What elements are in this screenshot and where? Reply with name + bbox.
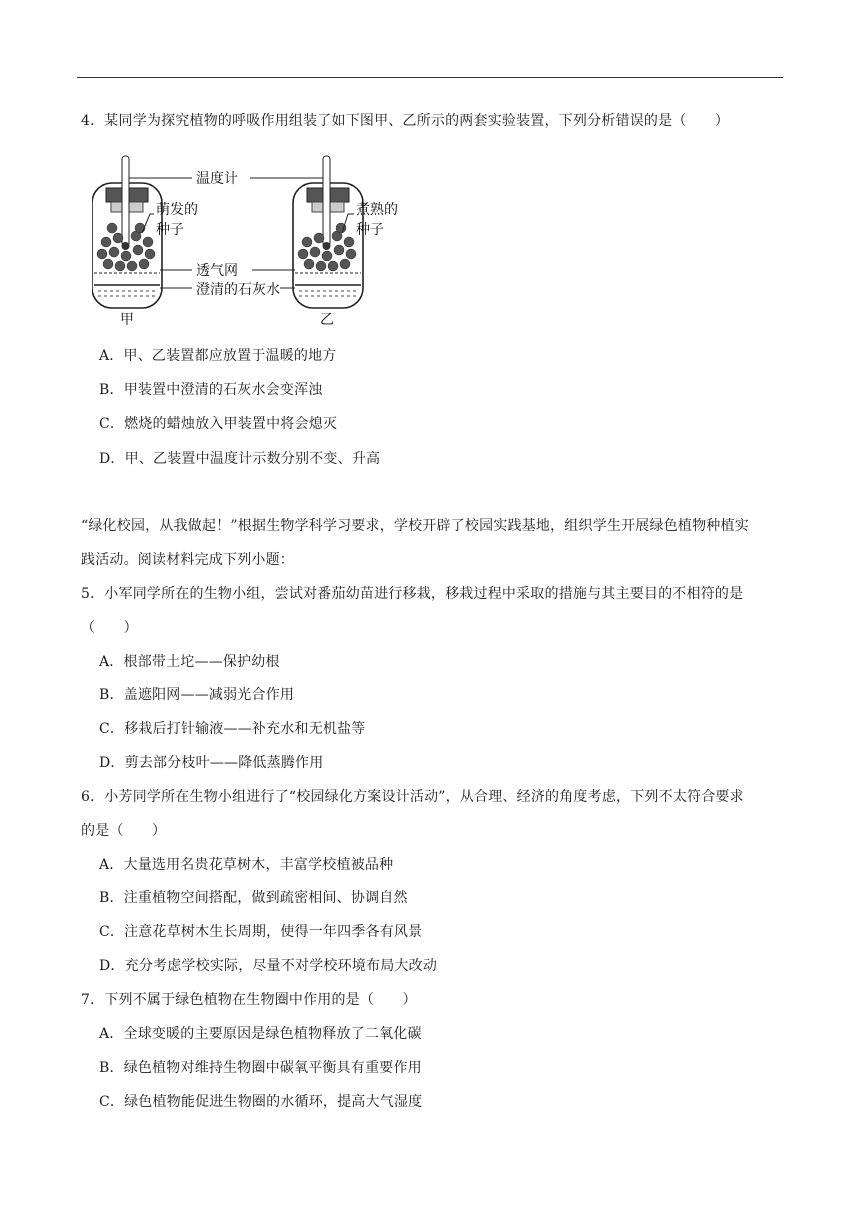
question-7-stem: 7．下列不属于绿色植物在生物圈中作用的是（ ） xyxy=(81,992,417,1008)
label-mesh: 透气网 xyxy=(196,263,238,279)
q4-option-c: C．燃烧的蜡烛放入甲装置中将会熄灭 xyxy=(99,416,338,432)
question-5-stem-line2: （ ） xyxy=(81,620,138,636)
q4-option-a: A．甲、乙装置都应放置于温暖的地方 xyxy=(99,348,337,364)
label-cooked-line1: 煮熟的 xyxy=(356,202,398,218)
q6-option-c: C．注意花草树木生长周期，使得一年四季各有风景 xyxy=(99,924,423,940)
jar-jia xyxy=(92,156,162,308)
q7-option-b: B．绿色植物对维持生物圈中碳氧平衡具有重要作用 xyxy=(99,1060,422,1076)
label-sprouting-line1: 萌发的 xyxy=(156,202,198,218)
q6-option-d: D．充分考虑学校实际，尽量不对学校环境布局大改动 xyxy=(99,958,438,974)
q5-option-d: D．剪去部分枝叶——降低蒸腾作用 xyxy=(99,755,324,771)
label-yi: 乙 xyxy=(320,312,334,328)
material-line-1: “绿化校园，从我做起！”根据生物学科学习要求，学校开辟了校园实践基地，组织学生开展绿色植物种植实 xyxy=(81,518,749,534)
q6-option-b: B．注重植物空间搭配，做到疏密相间、协调自然 xyxy=(99,890,408,906)
experiment-figure xyxy=(92,148,422,328)
q5-option-b: B．盖遮阳网——减弱光合作用 xyxy=(99,687,295,703)
header-rule xyxy=(77,77,783,78)
question-4-stem: 4．某同学为探究植物的呼吸作用组装了如下图甲、乙所示的两套实验装置，下列分析错误的是（ ） xyxy=(81,113,730,129)
question-6-stem-line1: 6．小芳同学所在生物小组进行了“校园绿化方案设计活动”，从合理、经济的角度考虑，下列不太符合要求 xyxy=(81,789,744,805)
q7-option-c: C．绿色植物能促进生物圈的水循环，提高大气湿度 xyxy=(99,1094,423,1110)
q6-option-a: A．大量选用名贵花草树木，丰富学校植被品种 xyxy=(99,857,394,873)
label-jia: 甲 xyxy=(120,312,134,328)
label-thermometer: 温度计 xyxy=(196,171,238,187)
label-sprouting-line2: 种子 xyxy=(156,222,184,238)
material-line-2: 践活动。阅读材料完成下列小题： xyxy=(81,552,294,568)
question-6-stem-line2: 的是（ ） xyxy=(81,823,167,839)
label-limewater: 澄清的石灰水 xyxy=(196,282,280,298)
q4-option-d: D．甲、乙装置中温度计示数分别不变、升高 xyxy=(99,451,381,467)
label-cooked-line2: 种子 xyxy=(356,222,384,238)
jar-yi xyxy=(293,156,363,308)
q4-option-b: B．甲装置中澄清的石灰水会变浑浊 xyxy=(99,382,323,398)
q5-option-c: C．移栽后打针输液——补充水和无机盐等 xyxy=(99,721,366,737)
q5-option-a: A．根部带土坨——保护幼根 xyxy=(99,654,280,670)
question-5-stem-line1: 5．小军同学所在的生物小组，尝试对番茄幼苗进行移栽，移栽过程中采取的措施与其主要目的不相符的是 xyxy=(81,586,744,602)
q7-option-a: A．全球变暖的主要原因是绿色植物释放了二氧化碳 xyxy=(99,1026,422,1042)
